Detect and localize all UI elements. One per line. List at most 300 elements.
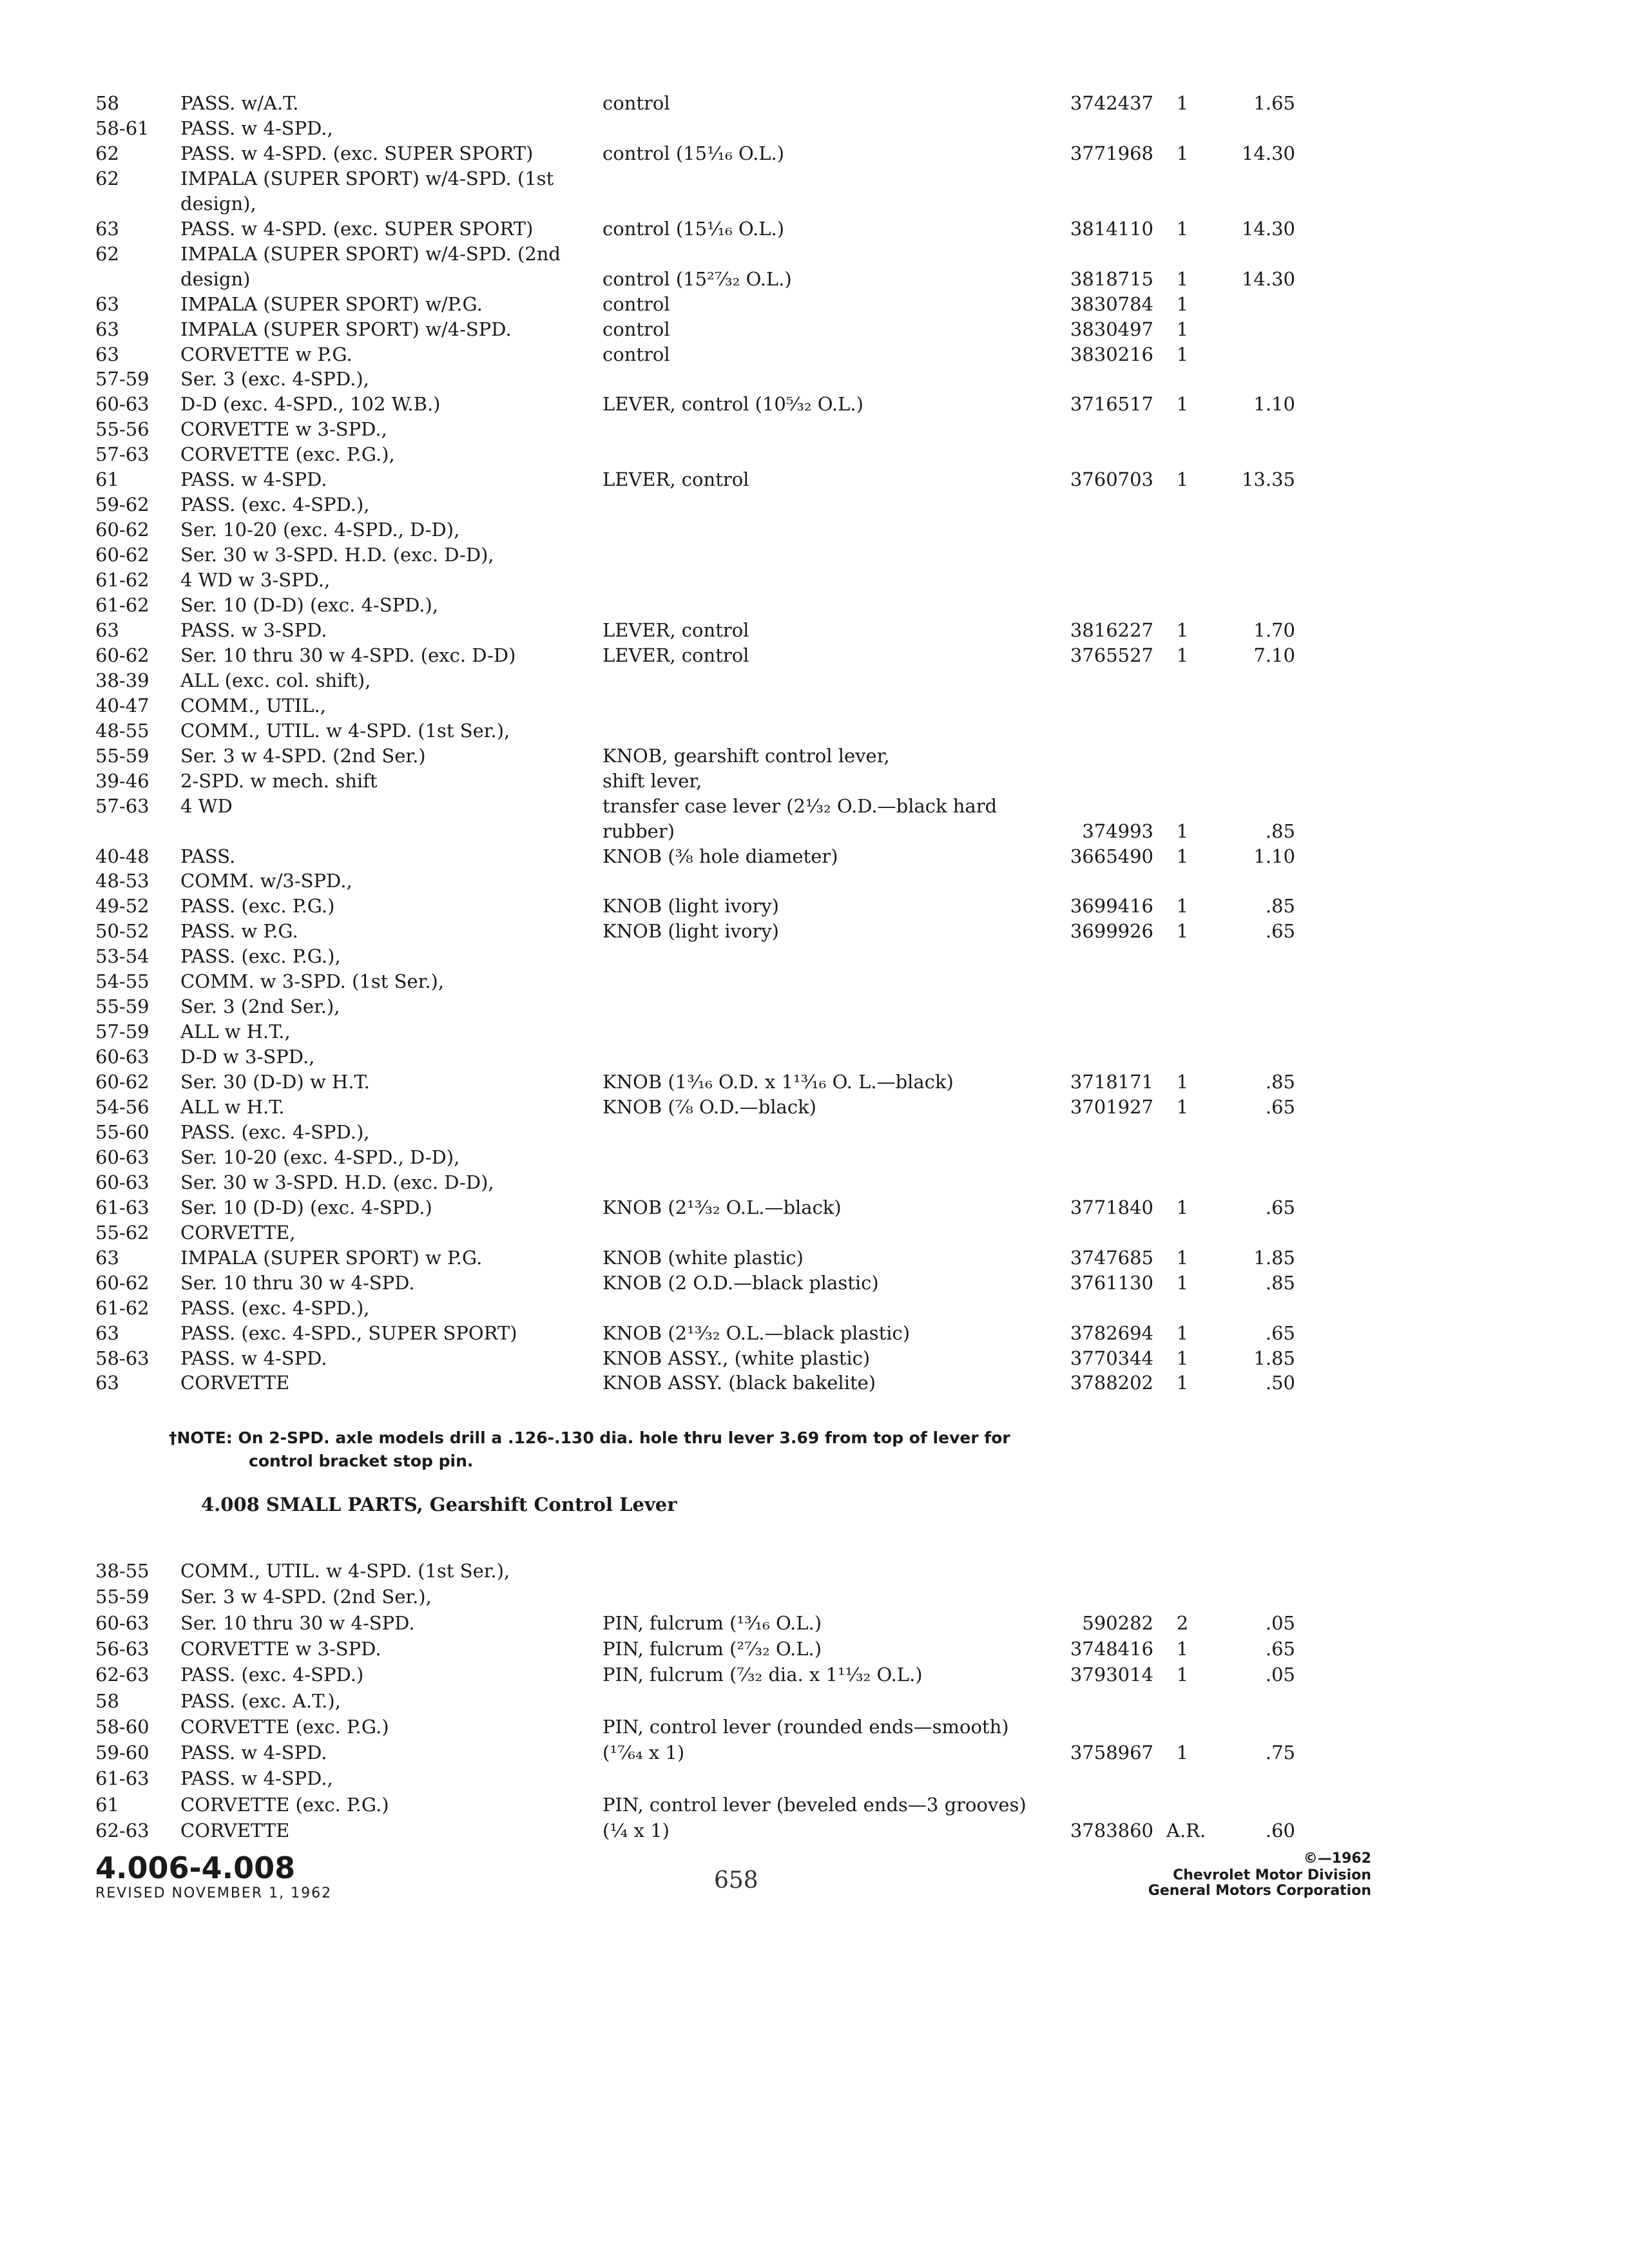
model-application: PASS. (exc. P.G.), — [180, 945, 341, 968]
year-range: 63 — [95, 217, 119, 240]
table-row — [0, 366, 1629, 392]
model-application: COMM. w/3-SPD., — [180, 870, 352, 892]
price: 1.85 — [1253, 1347, 1295, 1369]
model-application: CORVETTE (exc. P.G.) — [180, 1715, 389, 1738]
year-range: 63 — [95, 293, 119, 315]
year-range: 62-63 — [95, 1664, 149, 1686]
price: 13.35 — [1241, 468, 1295, 491]
year-range: 59-60 — [95, 1742, 149, 1764]
part-description: transfer case lever (2¹⁄₃₂ O.D.—black hard — [602, 794, 998, 817]
quantity: 1 — [1176, 142, 1189, 164]
table-row — [0, 1295, 1629, 1321]
year-range: 57-59 — [95, 368, 149, 390]
price: .85 — [1265, 820, 1295, 842]
year-range: 55-60 — [95, 1120, 149, 1143]
part-number: 3818715 — [1070, 267, 1153, 290]
model-application: CORVETTE, — [180, 1221, 296, 1244]
year-range: 60-63 — [95, 393, 149, 416]
model-application: design) — [180, 267, 251, 290]
price: .65 — [1265, 1637, 1295, 1660]
model-application: CORVETTE w 3-SPD. — [180, 1637, 381, 1660]
note-line-2: control bracket stop pin. — [249, 1452, 474, 1470]
year-range: 50-52 — [95, 920, 149, 943]
model-application: design), — [180, 192, 256, 215]
model-application: PASS. w/A.T. — [180, 92, 299, 114]
quantity: 1 — [1176, 1347, 1189, 1369]
part-description: control — [602, 318, 670, 340]
model-application: ALL w H.T. — [180, 1096, 285, 1118]
quantity: 2 — [1176, 1611, 1189, 1634]
table-row — [0, 1270, 1629, 1296]
quantity: 1 — [1176, 1071, 1189, 1093]
model-application: Ser. 3 (2nd Ser.), — [180, 995, 340, 1018]
footer-corporation: General Motors Corporation — [1148, 1883, 1371, 1899]
price: 14.30 — [1241, 142, 1295, 164]
model-application: 4 WD w 3-SPD., — [180, 569, 331, 591]
quantity: 1 — [1176, 1096, 1189, 1118]
year-range: 61-62 — [95, 594, 149, 616]
quantity: 1 — [1176, 217, 1189, 240]
table-row — [0, 1245, 1629, 1271]
price: 7.10 — [1253, 644, 1295, 666]
price: .05 — [1265, 1611, 1295, 1634]
year-range: 60-62 — [95, 519, 149, 541]
price: 14.30 — [1241, 217, 1295, 240]
year-range: 60-63 — [95, 1611, 149, 1634]
table-row — [0, 341, 1629, 367]
table-row — [0, 416, 1629, 442]
part-number: 3793014 — [1070, 1664, 1153, 1686]
table-row — [0, 893, 1629, 919]
year-range: 57-59 — [95, 1021, 149, 1043]
table-row — [0, 1610, 1629, 1636]
part-description: control — [602, 293, 670, 315]
quantity: 1 — [1176, 393, 1189, 416]
part-number: 3816227 — [1070, 619, 1153, 641]
table-row — [0, 943, 1629, 969]
table-row — [0, 1636, 1629, 1662]
model-application: Ser. 3 (exc. 4-SPD.), — [180, 368, 369, 390]
part-description: KNOB (white plastic) — [602, 1246, 804, 1269]
table-row — [0, 1740, 1629, 1765]
table-row — [0, 1119, 1629, 1145]
year-range: 61-62 — [95, 1296, 149, 1319]
part-description: PIN, fulcrum (⁷⁄₃₂ dia. x 1¹¹⁄₃₂ O.L.) — [602, 1664, 923, 1686]
part-number: 3748416 — [1070, 1637, 1153, 1660]
model-application: Ser. 10 (D-D) (exc. 4-SPD.), — [180, 594, 439, 616]
part-description: (¹⁄₄ x 1) — [602, 1820, 670, 1841]
model-application: Ser. 30 w 3-SPD. H.D. (exc. D-D), — [180, 1171, 494, 1193]
year-range: 60-63 — [95, 1171, 149, 1193]
quantity: 1 — [1176, 92, 1189, 114]
model-application: PASS. w 4-SPD. (exc. SUPER SPORT) — [180, 142, 534, 164]
table-row — [0, 793, 1629, 819]
year-range: 60-62 — [95, 1071, 149, 1093]
model-application: Ser. 10-20 (exc. 4-SPD., D-D), — [180, 519, 460, 541]
part-description: KNOB (³⁄₈ hole diameter) — [602, 845, 838, 867]
table-row — [0, 843, 1629, 869]
part-description: control (15¹⁄₁₆ O.L.) — [602, 142, 785, 164]
table-row — [0, 1688, 1629, 1714]
part-description: KNOB ASSY. (black bakelite) — [602, 1372, 876, 1394]
part-description: control — [602, 92, 670, 114]
part-number: 3758967 — [1070, 1742, 1153, 1764]
price: .50 — [1265, 1372, 1295, 1394]
year-range: 40-48 — [95, 845, 149, 867]
part-description: KNOB (1³⁄₁₆ O.D. x 1¹³⁄₁₆ O. L.—black) — [602, 1071, 954, 1093]
year-range: 58-63 — [95, 1347, 149, 1369]
part-number: 3788202 — [1070, 1372, 1153, 1394]
table-row — [0, 617, 1629, 643]
part-description: KNOB (light ivory) — [602, 920, 779, 943]
year-range: 63 — [95, 1372, 119, 1394]
part-number: 3783860 — [1070, 1820, 1153, 1841]
year-range: 62 — [95, 167, 119, 189]
table-row — [0, 718, 1629, 744]
quantity: 1 — [1176, 820, 1189, 842]
table-row — [0, 441, 1629, 467]
table-row — [0, 693, 1629, 718]
year-range: 53-54 — [95, 945, 149, 968]
table-row — [0, 1370, 1629, 1396]
table-row — [0, 1662, 1629, 1687]
table-row — [0, 918, 1629, 944]
model-application: PASS. — [180, 845, 236, 867]
table-row — [0, 316, 1629, 342]
part-number: 3761130 — [1070, 1271, 1153, 1294]
model-application: Ser. 3 w 4-SPD. (2nd Ser.) — [180, 744, 426, 767]
model-application: Ser. 10 thru 30 w 4-SPD. (exc. D-D) — [180, 644, 516, 666]
model-application: 2-SPD. w mech. shift — [180, 769, 378, 792]
table-row — [0, 567, 1629, 593]
year-range: 62-63 — [95, 1820, 149, 1841]
price: .85 — [1265, 1271, 1295, 1294]
price: .60 — [1265, 1820, 1295, 1841]
model-application: PASS. (exc. 4-SPD., SUPER SPORT) — [180, 1321, 517, 1344]
table-row — [0, 391, 1629, 417]
table-row — [0, 216, 1629, 242]
quantity: 1 — [1176, 267, 1189, 290]
table-row — [0, 191, 1629, 216]
year-range: 55-59 — [95, 744, 149, 767]
quantity: 1 — [1176, 1271, 1189, 1294]
part-description: (¹⁷⁄₆₄ x 1) — [602, 1742, 685, 1764]
price: 1.85 — [1253, 1246, 1295, 1269]
price: 1.70 — [1253, 619, 1295, 641]
quantity: 1 — [1176, 343, 1189, 365]
table-row — [0, 968, 1629, 994]
model-application: COMM., UTIL. w 4-SPD. (1st Ser.), — [180, 1560, 510, 1582]
part-number: 374993 — [1082, 820, 1153, 842]
year-range: 58 — [95, 92, 119, 114]
part-description: shift lever, — [602, 769, 702, 792]
part-number: 3699416 — [1070, 895, 1153, 918]
model-application: CORVETTE w 3-SPD., — [180, 418, 387, 441]
quantity: 1 — [1176, 1664, 1189, 1686]
table-row — [0, 466, 1629, 492]
year-range: 55-56 — [95, 418, 149, 441]
quantity: 1 — [1176, 468, 1189, 491]
model-application: ALL w H.T., — [180, 1021, 291, 1043]
model-application: PASS. w 4-SPD. — [180, 1347, 327, 1369]
year-range: 38-39 — [95, 669, 149, 691]
footer-page-number: 658 — [714, 1867, 758, 1894]
price: .85 — [1265, 895, 1295, 918]
model-application: PASS. (exc. 4-SPD.), — [180, 1120, 370, 1143]
year-range: 48-55 — [95, 719, 149, 742]
model-application: D-D w 3-SPD., — [180, 1046, 315, 1068]
table-row — [0, 1220, 1629, 1245]
year-range: 63 — [95, 1321, 119, 1344]
quantity: 1 — [1176, 619, 1189, 641]
model-application: PASS. w 3-SPD. — [180, 619, 327, 641]
table-row — [0, 1345, 1629, 1371]
table-row — [0, 1792, 1629, 1818]
model-application: ALL (exc. col. shift), — [180, 669, 371, 691]
part-number: 3747685 — [1070, 1246, 1153, 1269]
part-number: 3718171 — [1070, 1071, 1153, 1093]
quantity: 1 — [1176, 293, 1189, 315]
price: 1.65 — [1253, 92, 1295, 114]
model-application: PASS. (exc. P.G.) — [180, 895, 335, 918]
part-description: LEVER, control (10⁵⁄₃₂ O.L.) — [602, 393, 863, 416]
year-range: 60-62 — [95, 644, 149, 666]
table-row — [0, 1069, 1629, 1095]
table-row — [0, 1558, 1629, 1584]
model-application: PASS. (exc. 4-SPD.), — [180, 1296, 370, 1319]
part-number: 3830216 — [1070, 343, 1153, 365]
part-description: KNOB (light ivory) — [602, 895, 779, 918]
model-application: Ser. 30 w 3-SPD. H.D. (exc. D-D), — [180, 544, 494, 566]
year-range: 55-62 — [95, 1221, 149, 1244]
part-description: control — [602, 343, 670, 365]
model-application: IMPALA (SUPER SPORT) w/P.G. — [180, 293, 483, 315]
footer-section-number: 4.006-4.008 — [95, 1850, 296, 1885]
model-application: Ser. 10 thru 30 w 4-SPD. — [180, 1611, 415, 1634]
part-description: KNOB (⁷⁄₈ O.D.—black) — [602, 1096, 816, 1118]
part-description: KNOB (2¹³⁄₃₂ O.L.—black plastic) — [602, 1321, 911, 1344]
table-row — [0, 140, 1629, 166]
part-number: 3760703 — [1070, 468, 1153, 491]
year-range: 61-63 — [95, 1196, 149, 1218]
quantity: 1 — [1176, 1637, 1189, 1660]
year-range: 48-53 — [95, 870, 149, 892]
table-row — [0, 668, 1629, 693]
price: .65 — [1265, 1096, 1295, 1118]
price: .75 — [1265, 1742, 1295, 1764]
part-description: PIN, fulcrum (²⁷⁄₃₂ O.L.) — [602, 1637, 822, 1660]
year-range: 60-63 — [95, 1046, 149, 1068]
price: .85 — [1265, 1071, 1295, 1093]
model-application: IMPALA (SUPER SPORT) w/4-SPD. (2nd — [180, 242, 561, 265]
part-description: PIN, control lever (rounded ends—smooth) — [602, 1715, 1009, 1738]
quantity: 1 — [1176, 1196, 1189, 1218]
model-application: COMM. w 3-SPD. (1st Ser.), — [180, 970, 445, 993]
model-application: Ser. 10 (D-D) (exc. 4-SPD.) — [180, 1196, 432, 1218]
table-row — [0, 241, 1629, 267]
year-range: 55-59 — [95, 995, 149, 1018]
model-application: PASS. (exc. 4-SPD.) — [180, 1664, 364, 1686]
table-row — [0, 266, 1629, 292]
quantity: 1 — [1176, 920, 1189, 943]
table-row — [0, 743, 1629, 769]
model-application: CORVETTE — [180, 1372, 290, 1394]
year-range: 49-52 — [95, 895, 149, 918]
table-row — [0, 1818, 1629, 1843]
part-description: LEVER, control — [602, 644, 749, 666]
part-description: PIN, fulcrum (¹³⁄₁₆ O.L.) — [602, 1611, 822, 1634]
price: .65 — [1265, 920, 1295, 943]
quantity: A.R. — [1166, 1820, 1206, 1841]
table-row — [0, 492, 1629, 517]
part-description: KNOB (2 O.D.—black plastic) — [602, 1271, 879, 1294]
model-application: IMPALA (SUPER SPORT) w/4-SPD. (1st — [180, 167, 554, 189]
table-row — [0, 994, 1629, 1019]
table-row — [0, 1094, 1629, 1120]
part-number: 3770344 — [1070, 1347, 1153, 1369]
price: 1.10 — [1253, 845, 1295, 867]
model-application: D-D (exc. 4-SPD., 102 W.B.) — [180, 393, 441, 416]
footer-division: Chevrolet Motor Division — [1173, 1867, 1371, 1883]
model-application: CORVETTE w P.G. — [180, 343, 352, 365]
year-range: 57-63 — [95, 794, 149, 817]
note-line-1: †NOTE: On 2-SPD. axle models drill a .126-.130 dia. hole thru lever 3.69 from top of lever for — [169, 1428, 1010, 1447]
quantity: 1 — [1176, 1372, 1189, 1394]
year-range: 55-59 — [95, 1586, 149, 1608]
part-description: KNOB (2¹³⁄₃₂ O.L.—black) — [602, 1196, 842, 1218]
part-description: LEVER, control — [602, 468, 749, 491]
part-number: 3771840 — [1070, 1196, 1153, 1218]
table-row — [0, 291, 1629, 317]
year-range: 62 — [95, 142, 119, 164]
part-number: 590282 — [1082, 1611, 1153, 1634]
year-range: 61 — [95, 1793, 119, 1816]
footer-revised-date: REVISED NOVEMBER 1, 1962 — [95, 1885, 333, 1901]
model-application: IMPALA (SUPER SPORT) w/4-SPD. — [180, 318, 512, 340]
part-description: LEVER, control — [602, 619, 749, 641]
part-description: control (15¹⁄₁₆ O.L.) — [602, 217, 785, 240]
table-row — [0, 1019, 1629, 1044]
model-application: CORVETTE — [180, 1820, 290, 1841]
model-application: PASS. w 4-SPD. — [180, 1742, 327, 1764]
part-description: control (15²⁷⁄₃₂ O.L.) — [602, 267, 792, 290]
part-number: 3699926 — [1070, 920, 1153, 943]
part-description: rubber) — [602, 820, 675, 842]
table-row — [0, 1044, 1629, 1070]
year-range: 63 — [95, 318, 119, 340]
table-row — [0, 1765, 1629, 1791]
year-range: 60-62 — [95, 1271, 149, 1294]
model-application: CORVETTE (exc. P.G.) — [180, 1793, 389, 1816]
quantity: 1 — [1176, 318, 1189, 340]
year-range: 59-62 — [95, 494, 149, 516]
part-number: 3665490 — [1070, 845, 1153, 867]
table-row — [0, 642, 1629, 668]
year-range: 62 — [95, 242, 119, 265]
part-number: 3830497 — [1070, 318, 1153, 340]
part-number: 3701927 — [1070, 1096, 1153, 1118]
quantity: 1 — [1176, 644, 1189, 666]
part-number: 3716517 — [1070, 393, 1153, 416]
table-row — [0, 768, 1629, 794]
part-number: 3782694 — [1070, 1321, 1153, 1344]
price: .65 — [1265, 1321, 1295, 1344]
model-application: PASS. (exc. 4-SPD.), — [180, 494, 370, 516]
section-heading: 4.008 SMALL PARTS, Gearshift Control Lever — [201, 1494, 677, 1515]
part-number: 3830784 — [1070, 293, 1153, 315]
table-row — [0, 166, 1629, 191]
part-description: KNOB ASSY., (white plastic) — [602, 1347, 871, 1369]
table-row — [0, 1714, 1629, 1740]
quantity: 1 — [1176, 1321, 1189, 1344]
year-range: 61-63 — [95, 1767, 149, 1790]
model-application: PASS. w 4-SPD., — [180, 1767, 333, 1790]
model-application: COMM., UTIL. w 4-SPD. (1st Ser.), — [180, 719, 510, 742]
year-range: 54-56 — [95, 1096, 149, 1118]
year-range: 63 — [95, 1246, 119, 1269]
model-application: PASS. w 4-SPD. — [180, 468, 327, 491]
year-range: 60-63 — [95, 1146, 149, 1168]
model-application: Ser. 3 w 4-SPD. (2nd Ser.), — [180, 1586, 432, 1608]
price: .65 — [1265, 1196, 1295, 1218]
model-application: PASS. w 4-SPD., — [180, 117, 333, 139]
year-range: 61 — [95, 468, 119, 491]
part-number: 3771968 — [1070, 142, 1153, 164]
part-description: KNOB, gearshift control lever, — [602, 744, 890, 767]
model-application: Ser. 30 (D-D) w H.T. — [180, 1071, 370, 1093]
part-description: PIN, control lever (beveled ends—3 grooves) — [602, 1793, 1027, 1816]
year-range: 63 — [95, 343, 119, 365]
year-range: 38-55 — [95, 1560, 149, 1582]
price: 1.10 — [1253, 393, 1295, 416]
model-application: Ser. 10-20 (exc. 4-SPD., D-D), — [180, 1146, 460, 1168]
table-row — [0, 1320, 1629, 1346]
model-application: 4 WD — [180, 794, 233, 817]
footer-copyright: ©—1962 — [1303, 1850, 1371, 1867]
part-number: 3742437 — [1070, 92, 1153, 114]
year-range: 58-61 — [95, 117, 149, 139]
table-row — [0, 1195, 1629, 1220]
quantity: 1 — [1176, 845, 1189, 867]
table-row — [0, 818, 1629, 844]
model-application: PASS. w 4-SPD. (exc. SUPER SPORT) — [180, 217, 534, 240]
year-range: 63 — [95, 619, 119, 641]
quantity: 1 — [1176, 1246, 1189, 1269]
table-row — [0, 868, 1629, 894]
price: 14.30 — [1241, 267, 1295, 290]
model-application: PASS. (exc. A.T.), — [180, 1689, 341, 1712]
part-number: 3765527 — [1070, 644, 1153, 666]
part-number: 3814110 — [1070, 217, 1153, 240]
quantity: 1 — [1176, 1742, 1189, 1764]
year-range: 58 — [95, 1689, 119, 1712]
table-row — [0, 1169, 1629, 1195]
year-range: 39-46 — [95, 769, 149, 792]
table-row — [0, 592, 1629, 618]
year-range: 57-63 — [95, 443, 149, 466]
model-application: CORVETTE (exc. P.G.), — [180, 443, 395, 466]
year-range: 54-55 — [95, 970, 149, 993]
table-row — [0, 1584, 1629, 1610]
year-range: 40-47 — [95, 694, 149, 716]
year-range: 58-60 — [95, 1715, 149, 1738]
model-application: IMPALA (SUPER SPORT) w P.G. — [180, 1246, 483, 1269]
table-row — [0, 542, 1629, 568]
table-row — [0, 115, 1629, 141]
year-range: 60-62 — [95, 544, 149, 566]
year-range: 56-63 — [95, 1637, 149, 1660]
model-application: PASS. w P.G. — [180, 920, 298, 943]
